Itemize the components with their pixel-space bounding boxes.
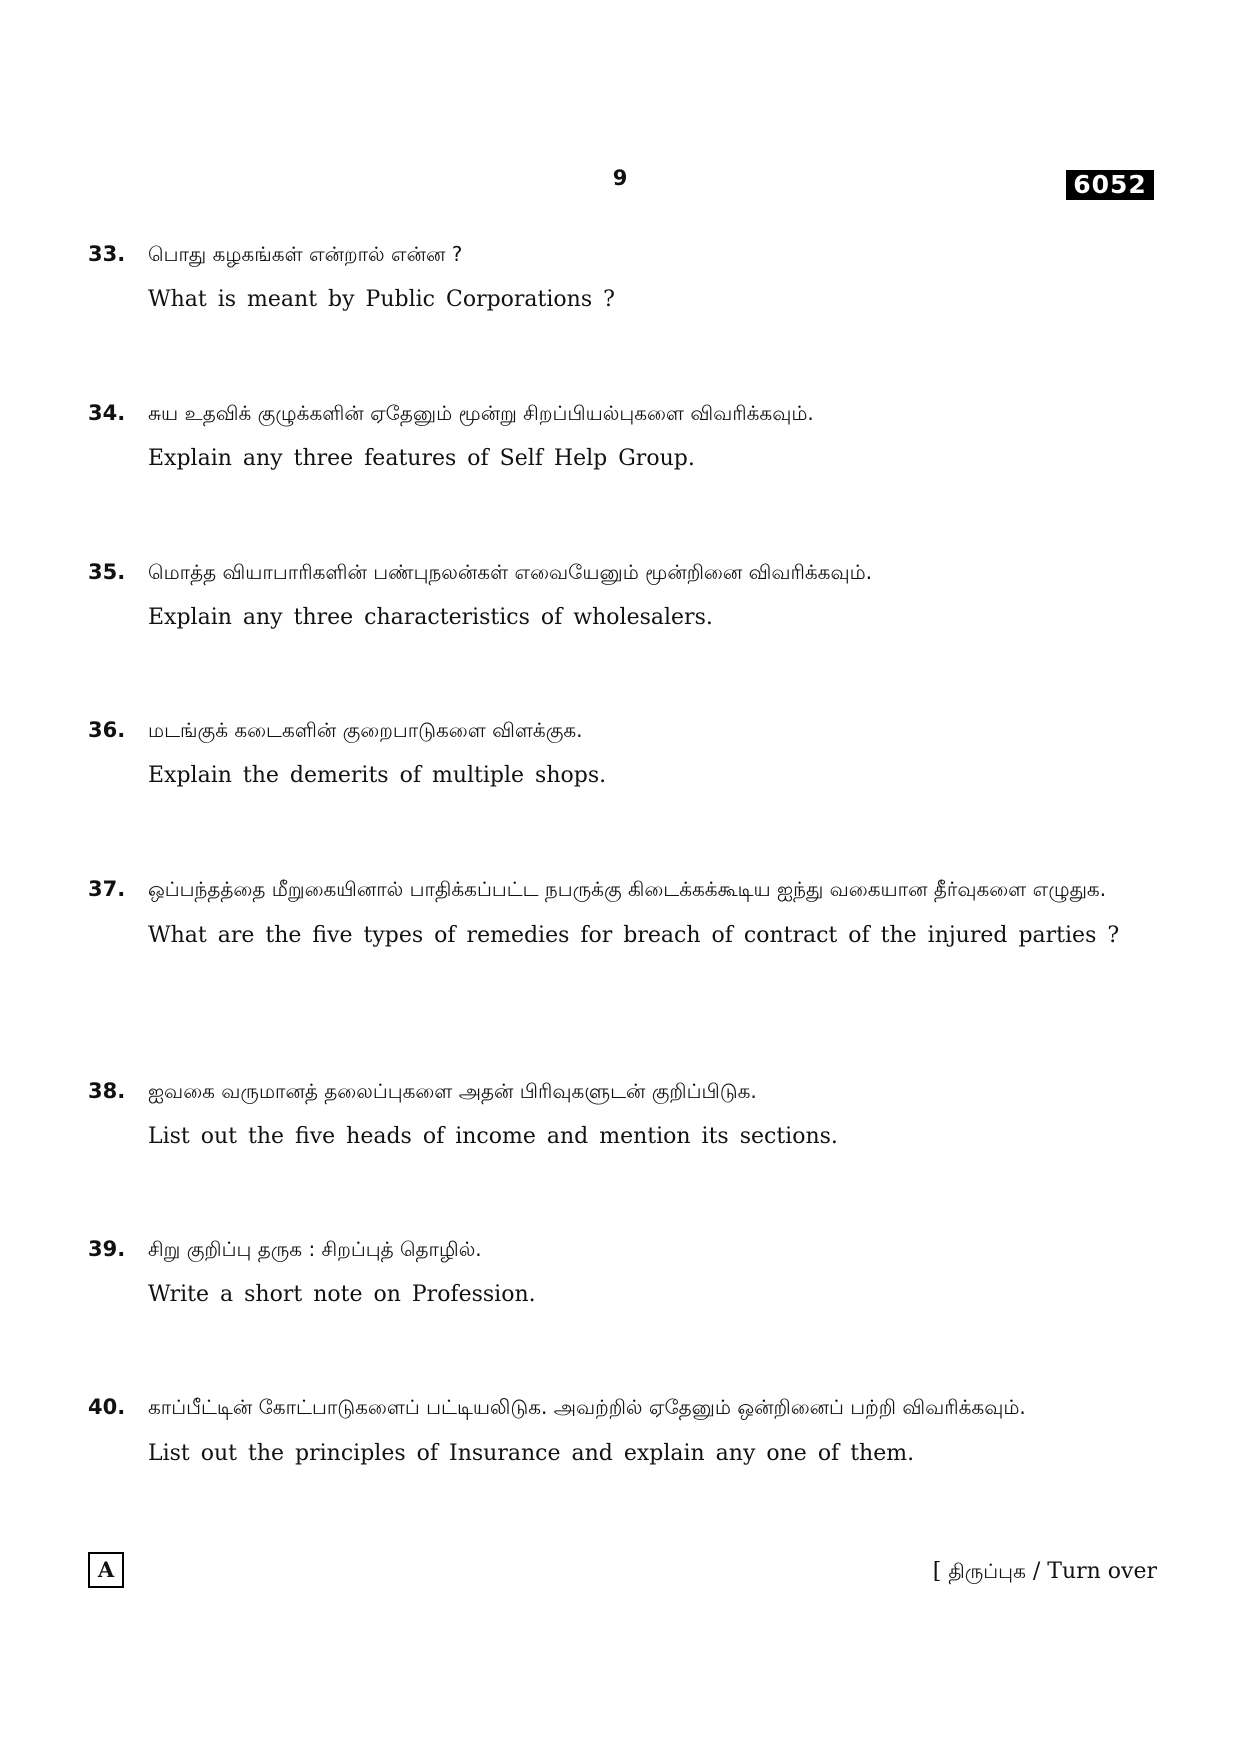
question-number: 35.	[88, 560, 126, 584]
question-number: 36.	[88, 718, 126, 742]
question-36	[88, 712, 1168, 794]
question-text-tamil: மொத்த வியாபாரிகளின் பண்புநலன்கள் எவையேனும் மூன்றினை விவரிக்கவும்.	[148, 560, 873, 584]
question-text-english: Explain any three features of Self Help Group.	[148, 446, 695, 471]
question-text-tamil: மடங்குக் கடைகளின் குறைபாடுகளை விளக்குக.	[148, 718, 583, 742]
question-text-english: What is meant by Public Corporations ?	[148, 287, 615, 312]
question-text-tamil: பொது கழகங்கள் என்றால் என்ன ?	[148, 242, 463, 266]
question-number: 33.	[88, 242, 126, 266]
question-number: 40.	[88, 1395, 126, 1419]
question-text-english: Write a short note on Profession.	[148, 1282, 536, 1307]
page-number: 9	[612, 166, 628, 190]
question-number: 39.	[88, 1237, 126, 1261]
turn-over-tamil: திருப்புக	[948, 1559, 1026, 1583]
version-box: A	[88, 1552, 124, 1588]
question-number: 37.	[88, 877, 126, 901]
question-text-english: List out the principles of Insurance and explain any one of them.	[148, 1441, 915, 1466]
paper-code-badge: 6052	[1066, 170, 1154, 200]
turn-over-note	[933, 1553, 1157, 1590]
question-number: 34.	[88, 401, 126, 425]
question-34	[88, 395, 1168, 477]
question-text-tamil: ஐவகை வருமானத் தலைப்புகளை அதன் பிரிவுகளுடன் குறிப்பிடுக.	[148, 1079, 757, 1103]
question-text-english: Explain any three characteristics of wholesalers.	[148, 605, 713, 630]
question-text-tamil: சுய உதவிக் குழுக்களின் ஏதேனும் மூன்று சிறப்பியல்புகளை விவரிக்கவும்.	[148, 401, 814, 425]
turn-over-separator: /	[1025, 1559, 1048, 1584]
question-text-tamil: காப்பீட்டின் கோட்பாடுகளைப் பட்டியலிடுக. அவற்றில் ஏதேனும் ஒன்றினைப் பற்றி விவரிக்கவும்.	[148, 1395, 1026, 1419]
turn-over-bracket: [	[932, 1559, 949, 1584]
question-text-tamil: சிறு குறிப்பு தருக : சிறப்புத் தொழில்.	[148, 1237, 482, 1261]
question-38	[88, 1073, 1168, 1155]
question-number: 38.	[88, 1079, 126, 1103]
turn-over-english: Turn over	[1047, 1559, 1157, 1584]
question-33	[88, 236, 1168, 318]
question-text-english: Explain the demerits of multiple shops.	[148, 763, 607, 788]
question-text-english: List out the five heads of income and mention its sections.	[148, 1124, 838, 1149]
question-text-tamil: ஒப்பந்தத்தை மீறுகையினால் பாதிக்கப்பட்ட நபருக்கு கிடைக்கக்கூடிய ஐந்து வகையான தீர்வுகளை எழுதுக.	[148, 877, 1107, 901]
question-37	[88, 871, 1168, 954]
question-text-english: What are the five types of remedies for breach of contract of the injured parties ?	[148, 923, 1120, 948]
question-35	[88, 554, 1168, 636]
question-39	[88, 1231, 1168, 1313]
question-40	[88, 1389, 1168, 1472]
